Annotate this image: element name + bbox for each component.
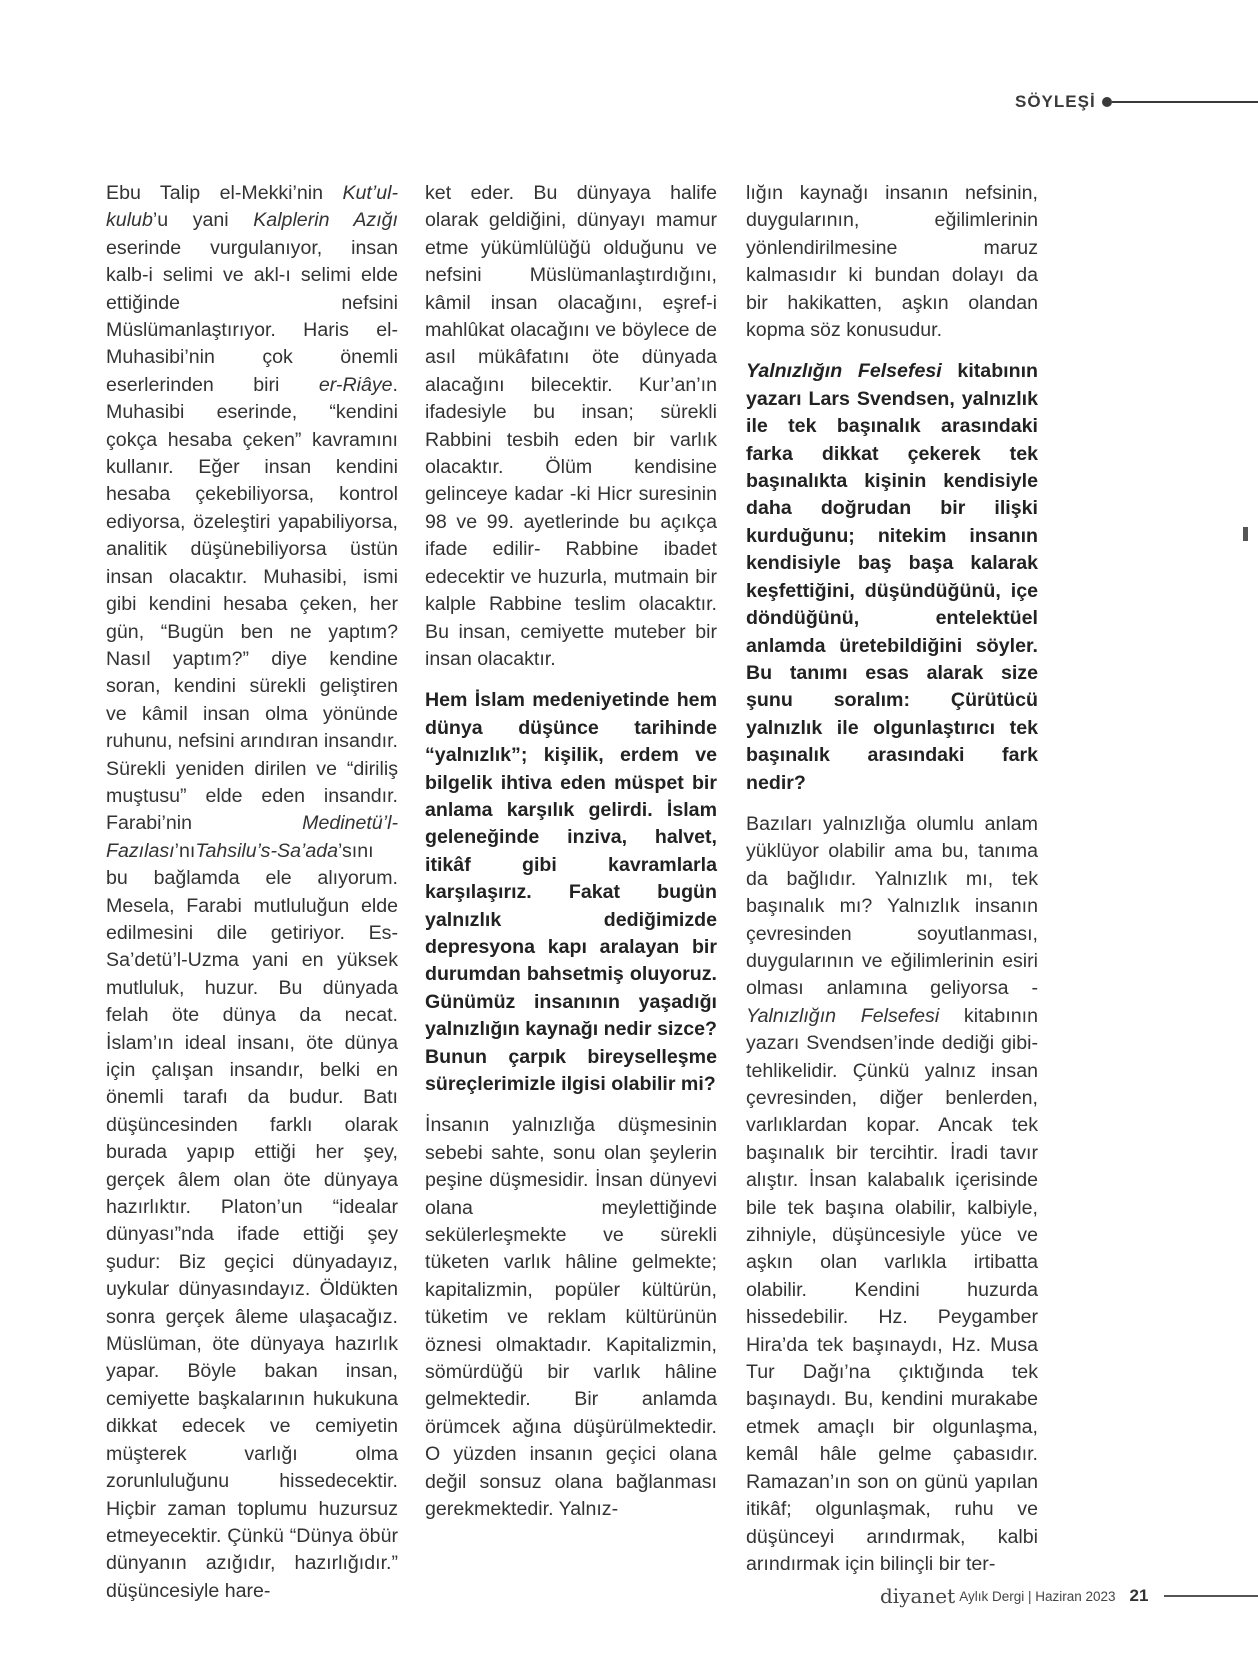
text-run: eserinde vurgulanıyor, insan kalb-i selimi ve akl-ı selimi elde ettiğinde nefsini Müslümanlaştırıyor. Haris el-Muhasibi’nin çok önemli eserlerinden biri <box>106 236 398 396</box>
text-column-1 <box>106 180 398 1605</box>
text-run: ’sını bu bağlamda ele alıyorum. Mesela, Farabi mutluluğun elde edilmesini dile getiriyor. Es-Sa’detü’l-Uzma yani en yüksek mutluluk, huzur. Bu dünyada felah öte dünya da necat. İslam’ın ideal insanı, öte dünya için çalışan insandır, belki en önemli tarafı da budur. Batı düşüncesinden farklı olarak burada yapıp ettiği her şey, gerçek âlem olan öte dünyaya hazırlıktır. Platon’un “idealar dünyası”nda ifade ettiği şey şudur: Biz geçici dünyadayız, uykular dünyasındayız. Öldükten sonra gerçek âleme ulaşacağız. Müslüman, öte dünyaya hazırlık yapar. Böyle bakan insan, cemiyette başkalarının hukukuna dikkat edecek ve cemiyetin müşterek varlığı olma zorunluluğunu hissedecektir. Hiçbir zaman toplumu huzursuz etmeyecektir. Çünkü “Dünya öbür dünyanın azığıdır, hazırlığıdır.” düşüncesiyle hare- <box>106 839 398 1602</box>
paragraph <box>746 811 1038 1578</box>
footer-brand-logo: diyanet <box>880 1584 956 1608</box>
italic-title: Kalplerin Azığı <box>253 209 398 232</box>
header-rule <box>1112 101 1258 103</box>
footer-publication: Aylık Dergi | Haziran 2023 <box>959 1588 1116 1604</box>
text-run: Ebu Talip el-Mekki’nin <box>106 182 343 204</box>
italic-title: Yalnızlığın Felsefesi <box>746 1004 940 1027</box>
text-run: İnsanın yalnızlığa düşmesinin sebebi sahte, sonu olan şeylerin peşine düşmesidir. İnsan dünyevi olana meylettiğinde sekülerleşmekte ve sürekli tüketen varlık hâline gelmekte; kapitalizmin, popüler kültürün, tüketim ve reklam kültürünün öznesi olmaktadır. Kapitalizmin, sömürdüğü bir varlık hâline gelmektedir. Bir anlamda örümcek ağına düşürülmektedir. O yüzden insanın geçici olana değil sonsuz olana bağlanması gerekmektedir. Yalnız- <box>425 1114 717 1521</box>
text-column-3 <box>746 180 1038 1578</box>
italic-title: Kut’ul-kulub <box>106 182 398 232</box>
italic-title: er-Riâye <box>318 373 393 396</box>
text-run: kitabının yazarı Lars Svendsen, yalnızlık ile tek başınalık arasındaki farka dikkat çekerek tek başınalıkta kişinin kendisiyle daha doğrudan bir ilişki kurduğunu; nitekim insanın kendisiyle baş başa kalarak keşfettiğini, düşündüğünü, içe döndüğünü, entelektüel anlamda üretebildiğini söyler. Bu tanımı esas alarak size şunu soralım: Çürütücü yalnızlık ile olgunlaştırıcı tek başınalık arasındaki fark nedir? <box>746 360 1038 794</box>
paragraph <box>106 180 398 1605</box>
paragraph <box>746 180 1038 344</box>
italic-title: Yalnızlığın Felsefesi <box>746 360 942 383</box>
text-run: Hem İslam medeniyetinde hem dünya düşünce tarihinde “yalnızlık”; kişilik, erdem ve bilgelik ihtiva eden müspet bir anlama karşılık gelirdi. İslam geleneğinde inziva, halvet, itikâf gibi kavramlarla karşılaşırız. Fakat bugün yalnızlık dediğimizde depresyona kapı aralayan bir durumdan bahsetmiş oluyoruz. Günümüz insanının yaşadığı yalnızlığın kaynağı nedir sizce? Bunun çarpık bireyselleşme süreçlerimizle ilgisi olabilir mi? <box>425 689 717 1095</box>
page-edge-marker <box>1243 527 1248 541</box>
text-run: lığın kaynağı insanın nefsinin, duygularının, eğilimlerinin yönlendirilmesine maruz kalmasıdır ki bundan dolayı da bir hakikatten, aşkın olandan kopma söz konusudur. <box>746 182 1038 342</box>
footer-rule <box>1164 1595 1258 1597</box>
text-run: ’u yani <box>152 209 254 232</box>
page-footer <box>880 1585 1258 1607</box>
interview-question <box>425 687 717 1098</box>
section-header <box>1015 90 1258 114</box>
text-run: Bazıları yalnızlığa olumlu anlam yüklüyor olabilir ama bu, tanıma da bağlıdır. Yalnızlık mı, tek başınalık mı? Yalnızlık insanın çevresinden soyutlanması, duygularının ve eğilimlerinin esiri olması anlamına geliyorsa - <box>746 812 1038 1000</box>
interview-question <box>746 358 1038 797</box>
italic-title: Medinetü’l-Fazılası <box>106 812 398 862</box>
paragraph <box>425 180 717 673</box>
text-run: . Muhasibi eserinde, “kendini çokça hesaba çeken” kavramını kullanır. Eğer insan kendini hesaba çekebiliyorsa, kontrol ediyorsa, özeleştiri yapabiliyorsa, analitik düşünebiliyorsa üstün insan olacaktır. Muhasibi, ismi gibi kendini hesaba çeken, her gün, “Bugün ben ne yaptım? Nasıl yaptım?” diye kendine soran, kendini sürekli geliştiren ve kâmil insan olma yönünde ruhunu, nefsini arındıran insandır. Sürekli yeniden dirilen ve “diriliş muştusu” elde eden insandır. Farabi’nin <box>106 373 398 835</box>
text-column-2 <box>425 180 717 1524</box>
italic-title: Tahsilu’s-Sa’ada <box>195 839 339 862</box>
page-number: 21 <box>1129 1586 1149 1605</box>
section-label: SÖYLEŞİ <box>1015 92 1096 111</box>
paragraph <box>425 1112 717 1523</box>
text-run: kitabının yazarı Svendsen’inde dediği gibi- tehlikelidir. Çünkü yalnız insan çevresinden, diğer benlerden, varlıklardan kopar. Ancak tek başınalık bir tercihtir. İradi tavır alıştır. İnsan kalabalık içerisinde bile tek başına olabilir, kalbiyle, zihniyle, düşüncesiyle yüce ve aşkın olan varlıkla irtibatta olabilir. Kendini huzurda hissedebilir. Hz. Peygamber Hira’da tek başınaydı, Hz. Musa Tur Dağı’na çıktığında tek başınaydı. Bu, kendini murakabe etmek amaçlı bir olgunlaşma, kemâl hâle gelme çabasıdır. Ramazan’ın son on günü yapılan itikâf; olgunlaşmak, ruhu ve düşünceyi arındırmak, kalbi arındırmak için bilinçli bir ter- <box>746 1004 1038 1575</box>
text-run: ket eder. Bu dünyaya halife olarak geldiğini, dünyayı mamur etme yükümlülüğü olduğunu ve nefsini Müslümanlaştırdığını, kâmil insan olacağını, eşref-i mahlûkat olacağını ve böylece de asıl mükâfatını öte dünyada alacağını bilecektir. Kur’an’ın ifadesiyle bu insan; sürekli Rabbini tesbih eden bir varlık olacaktır. Ölüm kendisine gelinceye kadar -ki Hicr suresinin 98 ve 99. ayetlerinde bu açıkça ifade edilir- Rabbine ibadet edecektir ve huzurla, mutmain bir kalple Rabbine teslim olacaktır. Bu insan, cemiyette muteber bir insan olacaktır. <box>425 182 717 670</box>
bullet-dot-icon <box>1102 97 1112 107</box>
text-run: ’nı <box>174 839 196 862</box>
